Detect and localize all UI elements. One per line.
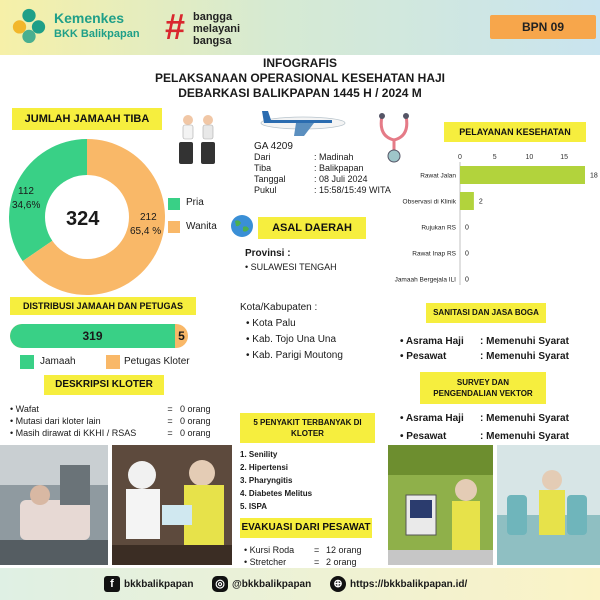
- flight-key: Tiba: [254, 163, 272, 173]
- wanita-pct: 65,4 %: [130, 226, 162, 237]
- hash-logo-icon: #: [165, 6, 186, 47]
- sanitasi-value: : Memenuhi Syarat: [480, 336, 569, 347]
- chart-bar: [460, 166, 585, 184]
- legend-pria: Pria: [186, 197, 204, 208]
- title-line: DEBARKASI BALIKPAPAN 1445 H / 2024 M: [178, 86, 422, 100]
- penyakit-item: 4. Diabetes Melitus: [240, 489, 313, 498]
- evakuasi-key: Stretcher: [249, 557, 287, 567]
- kota-item: • Kab. Tojo Una Una: [246, 334, 337, 345]
- legend-wanita: Wanita: [186, 221, 217, 232]
- photo-airplane-cabin: [497, 445, 600, 565]
- photo-health-check: [112, 445, 232, 565]
- deskripsi-row: • Masih dirawat di KKHI / RSAS = 0 orang: [10, 428, 211, 438]
- chart-category-label: Rujukan RS: [421, 224, 456, 232]
- jamaah-total: 324: [66, 208, 100, 230]
- penyakit-name: ISPA: [248, 502, 267, 511]
- chart-data-label: 0: [465, 224, 469, 232]
- survey-list: [400, 410, 569, 446]
- sanitasi-row: • Pesawat : Memenuhi Syarat: [400, 351, 569, 362]
- evakuasi-value: 12 orang: [326, 545, 362, 555]
- chart-bar: [460, 192, 474, 210]
- deskripsi-label: DESKRIPSI KLOTER: [44, 375, 164, 395]
- flight-row: [254, 185, 391, 196]
- title-line: PELAKSANAAN OPERASIONAL KESEHATAN HAJI: [154, 71, 446, 85]
- chart-data-label: 2: [478, 198, 483, 206]
- kota-item: • Kota Palu: [246, 318, 296, 329]
- globe-web-icon: ⊕: [330, 576, 346, 592]
- distribusi-label: DISTRIBUSI JAMAAH DAN PETUGAS: [10, 297, 196, 315]
- sanitasi-value: : Memenuhi Syarat: [480, 351, 569, 362]
- kemenkes-logo-icon: [10, 6, 48, 44]
- chart-x-tick-label: 15: [560, 154, 569, 161]
- sanitasi-row: • Asrama Haji : Memenuhi Syarat: [400, 336, 569, 347]
- facebook-icon: f: [104, 576, 120, 592]
- deskripsi-key: • Mutasi dari kloter lain: [10, 416, 101, 426]
- flight-key: Tanggal: [254, 174, 286, 184]
- org-sub: BKK Balikpapan: [54, 28, 140, 40]
- provinsi-label: Provinsi :: [245, 248, 291, 259]
- kota-item: • Kab. Parigi Moutong: [246, 350, 343, 361]
- distribusi-bar: [10, 324, 188, 348]
- pria-value: 112: [18, 186, 34, 197]
- page-title: [120, 56, 480, 101]
- chart-category-label: Rawat Inap RS: [412, 250, 456, 258]
- penyakit-item: 3. Pharyngitis: [240, 476, 293, 485]
- deskripsi-row: • Wafat = 0 orang: [10, 404, 211, 414]
- flight-row: [254, 163, 391, 174]
- flight-value: : Madinah: [314, 152, 354, 162]
- kota-name: Kab. Parigi Moutong: [252, 350, 343, 361]
- sanitasi-label: SANITASI DAN JASA BOGA: [426, 303, 546, 323]
- flight-row: [254, 152, 391, 163]
- org-name: Kemenkes: [54, 10, 125, 26]
- penyakit-label-line: 5 PENYAKIT TERBANYAK DI: [253, 418, 362, 427]
- photo-ambulance: [0, 445, 108, 565]
- website-url: https://bkkbalikpapan.id/: [350, 578, 468, 590]
- jamaah-bar-segment: 319: [10, 324, 175, 348]
- provinsi-value: • SULAWESI TENGAH: [245, 262, 337, 272]
- penyakit-label: [240, 413, 375, 443]
- deskripsi-key-text: Masih dirawat di KKHI / RSAS: [15, 428, 137, 438]
- survey-row: • Pesawat : Memenuhi Syarat: [400, 428, 569, 446]
- facebook-link[interactable]: [104, 576, 193, 592]
- penyakit-item: 1. Senility: [240, 450, 278, 459]
- legend-jamaah: Jamaah: [40, 356, 76, 367]
- deskripsi-key-text: Wafat: [15, 404, 39, 414]
- penyakit-list: [240, 448, 312, 513]
- slogan-line: bangga: [193, 11, 233, 23]
- slogan: [193, 11, 240, 47]
- flight-value: : Balikpapan: [314, 163, 364, 173]
- evakuasi-value: 2 orang: [326, 557, 357, 567]
- chart-category-label: Observasi di Klinik: [402, 198, 456, 206]
- flight-info: [254, 141, 391, 196]
- legend-pria-swatch: [168, 198, 180, 210]
- survey-label-line: PENGENDALIAN VEKTOR: [433, 389, 533, 398]
- survey-label: [420, 372, 546, 404]
- legend-jamaah-swatch: [20, 355, 34, 369]
- pria-pct: 34,6%: [12, 200, 41, 211]
- chart-category-label: Rawat Jalan: [420, 172, 456, 180]
- website-link[interactable]: [330, 576, 467, 592]
- survey-key: Pesawat: [406, 431, 447, 442]
- flight-key: Pukul: [254, 185, 277, 195]
- slogan-line: bangsa: [193, 35, 232, 47]
- chart-category-label: Jamaah Bergejala ILI: [394, 276, 456, 284]
- penyakit-name: Senility: [248, 450, 278, 459]
- deskripsi-key: • Masih dirawat di KKHI / RSAS: [10, 428, 137, 438]
- globe-icon: [230, 214, 254, 238]
- survey-value: : Memenuhi Syarat: [480, 413, 569, 424]
- deskripsi-key-text: Mutasi dari kloter lain: [15, 416, 101, 426]
- kloter-code-badge: BPN 09: [490, 15, 596, 39]
- survey-value: : Memenuhi Syarat: [480, 431, 569, 442]
- kota-name: Kab. Tojo Una Una: [252, 334, 337, 345]
- chart-x-tick-label: 0: [458, 154, 462, 161]
- penyakit-name: Hipertensi: [248, 463, 289, 472]
- chart-data-label: 0: [465, 250, 469, 258]
- sanitasi-key: Asrama Haji: [405, 336, 464, 347]
- title-line: INFOGRAFIS: [263, 56, 337, 70]
- chart-data-label: 0: [465, 276, 469, 284]
- chart-x-tick-label: 5: [492, 154, 497, 161]
- deskripsi-value: 0 orang: [180, 416, 211, 426]
- instagram-link[interactable]: [212, 576, 311, 592]
- penyakit-item: 5. ISPA: [240, 502, 267, 511]
- evakuasi-key: Kursi Roda: [249, 545, 295, 555]
- survey-key: Asrama Haji: [405, 413, 464, 424]
- flight-value: : 15:58/15:49 WITA: [314, 185, 391, 195]
- flight-row: [254, 141, 391, 152]
- deskripsi-key: • Wafat: [10, 404, 39, 414]
- pelayanan-label: PELAYANAN KESEHATAN: [444, 122, 586, 142]
- penyakit-item: 2. Hipertensi: [240, 463, 289, 472]
- deskripsi-list: [10, 403, 211, 439]
- evakuasi-label: EVAKUASI DARI PESAWAT: [240, 518, 372, 538]
- flight-row: [254, 174, 391, 185]
- deskripsi-value: 0 orang: [180, 404, 211, 414]
- penyakit-label-line: KLOTER: [291, 429, 324, 438]
- photo-thermal-scanner: [388, 445, 493, 565]
- instagram-handle: @bkkbalikpapan: [232, 578, 312, 590]
- kota-list: [240, 300, 343, 364]
- asal-daerah-label: ASAL DAERAH: [258, 217, 366, 239]
- pelayanan-bar-chart: [380, 150, 600, 285]
- flight-key: GA 4209: [254, 141, 293, 152]
- legend-wanita-swatch: [168, 221, 180, 233]
- survey-row: • Asrama Haji : Memenuhi Syarat: [400, 410, 569, 428]
- airplane-icon: [258, 108, 348, 138]
- penyakit-name: Pharyngitis: [248, 476, 293, 485]
- wanita-value: 212: [140, 212, 157, 223]
- evakuasi-row: • Stretcher = 2 orang: [244, 557, 357, 567]
- deskripsi-row: • Mutasi dari kloter lain = 0 orang: [10, 416, 211, 426]
- survey-label-line: SURVEY DAN: [456, 378, 510, 387]
- sanitasi-list: [400, 334, 569, 364]
- provinsi-name: SULAWESI TENGAH: [250, 262, 337, 272]
- facebook-handle: bkkbalikpapan: [124, 578, 194, 590]
- kota-label: Kota/Kabupaten :: [240, 302, 318, 313]
- penyakit-name: Diabetes Melitus: [248, 489, 313, 498]
- instagram-icon: ◎: [212, 576, 228, 592]
- flight-key: Dari: [254, 152, 271, 162]
- slogan-line: melayani: [193, 23, 241, 35]
- deskripsi-value: 0 orang: [180, 428, 211, 438]
- jumlah-label: JUMLAH JAMAAH TIBA: [12, 108, 162, 130]
- sanitasi-key: Pesawat: [406, 351, 447, 362]
- kota-name: Kota Palu: [252, 318, 296, 329]
- petugas-bar-segment: 5: [178, 329, 185, 343]
- chart-x-tick-label: 10: [525, 154, 534, 161]
- flight-value: : 08 Juli 2024: [314, 174, 368, 184]
- chart-data-label: 18: [590, 172, 598, 180]
- legend-petugas-swatch: [106, 355, 120, 369]
- evakuasi-row: • Kursi Roda = 12 orang: [244, 545, 362, 555]
- travelers-icon: [176, 112, 220, 166]
- evakuasi-list: [244, 544, 362, 568]
- legend-petugas: Petugas Kloter: [124, 356, 190, 367]
